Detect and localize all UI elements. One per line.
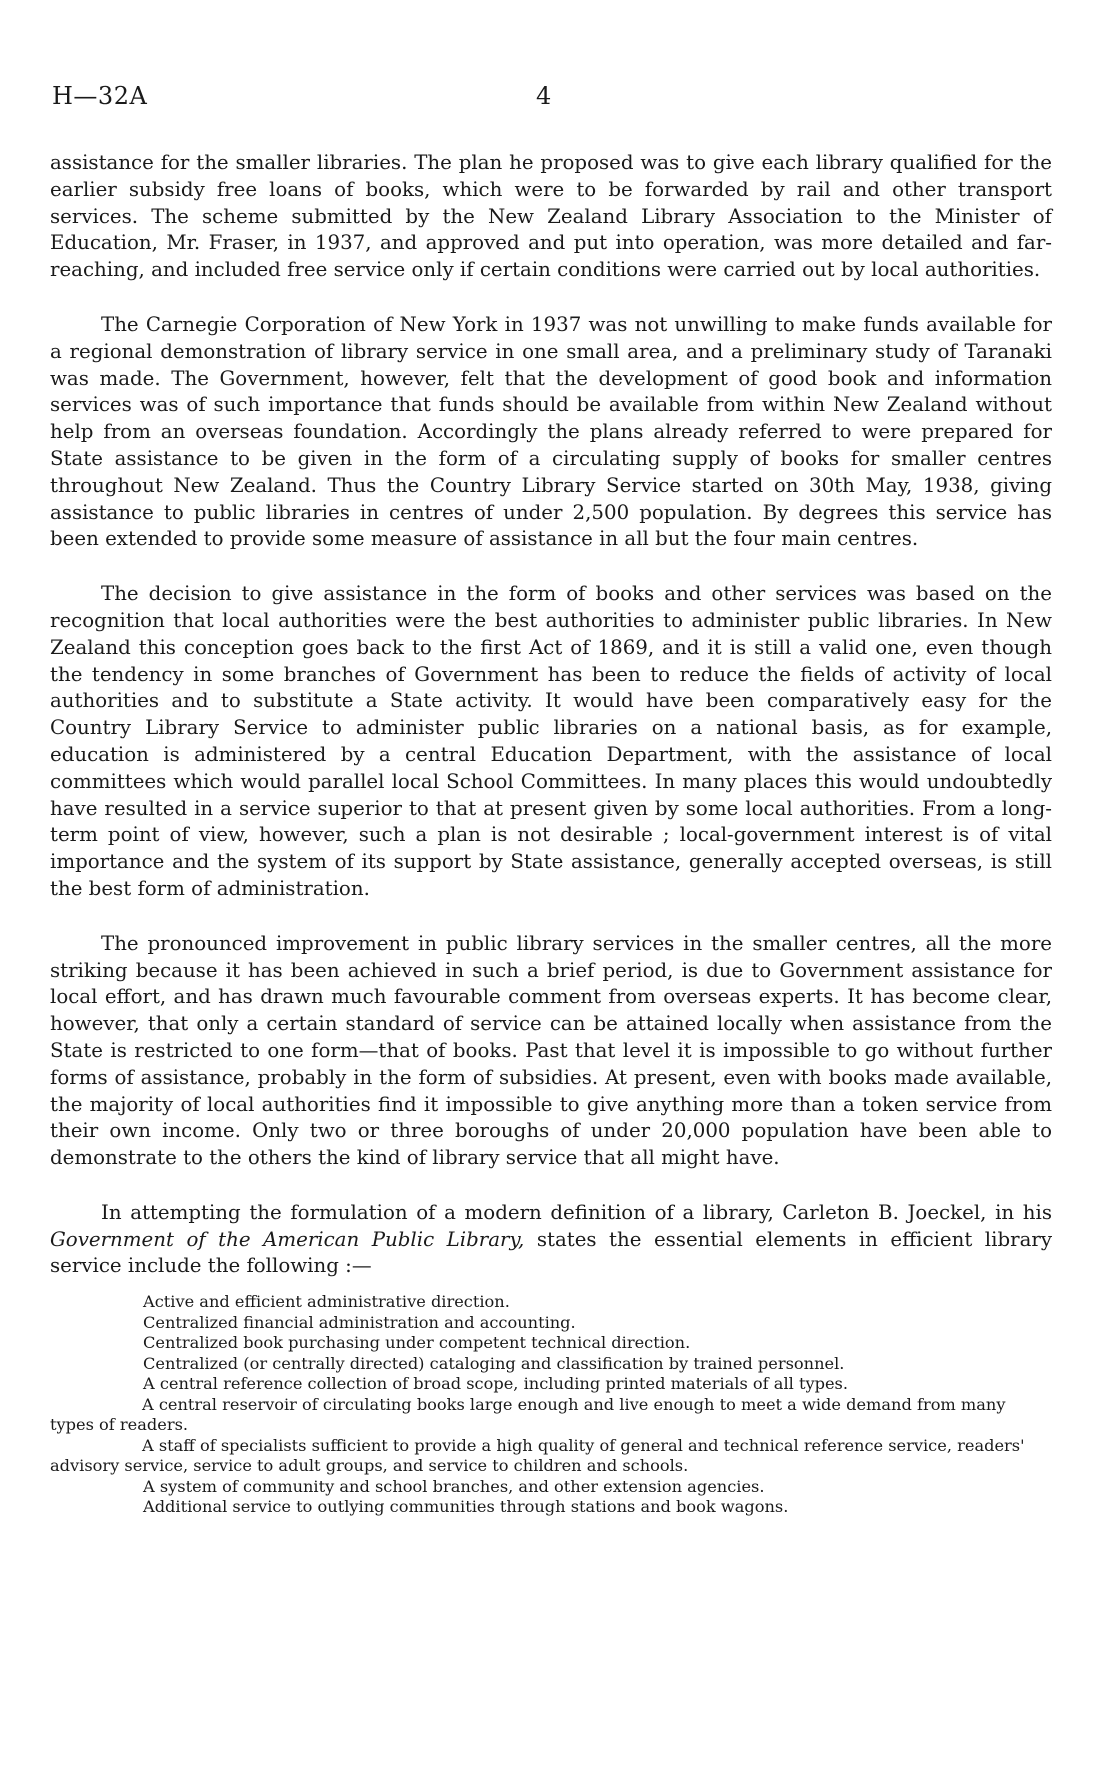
definition-text-start: In attempting the formulation of a modern definition of a library, Carleton B. Joeckel, in his [101, 1200, 1052, 1224]
page-header [52, 82, 1052, 116]
list-item: Active and efficient administrative direction. [143, 1292, 510, 1312]
essential-elements-list [50, 1292, 1052, 1518]
book-title: Government of the American Public Library, [50, 1227, 525, 1251]
list-item: A central reference collection of broad scope, including printed materials of all types. [143, 1374, 848, 1394]
paragraph-definition [50, 1200, 1052, 1280]
list-item: Centralized financial administration and accounting. [143, 1312, 576, 1332]
paragraph-carnegie: The Carnegie Corporation of New York in 1937 was not unwilling to make funds available for a regional demonstration of library service in one small area, and a preliminary study of Taranaki was made. The Government, however, felt that the development of good book and information services was of such importance that funds should be available from within New Zealand without help from an overseas foundation. Accordingly the plans already referred to were prepared for State assistance to be given in the form of a circulating supply of books for smaller centres throughout New Zealand. Thus the Country Library Service started on 30th May, 1938, giving assistance to public libraries in centres of under 2,500 population. By degrees this service has been extended to provide some measure of assistance in all but the four main centres. [50, 312, 1052, 551]
document-code: H—32A [52, 82, 148, 110]
list-item: A system of community and school branches, and other extension agencies. [143, 1476, 765, 1496]
list-item: Additional service to outlying communities through stations and book wagons. [143, 1497, 789, 1517]
paragraph-improvement: The pronounced improvement in public library services in the smaller centres, all the more striking because it has been achieved in such a brief period, is due to Government assistance for local effort, and has drawn much favourable comment from overseas experts. It has become clear, however, that only a certain standard of service can be attained locally when assistance from the State is restricted to one form—that of books. Past that level it is impossible to go without further forms of assistance, probably in the form of subsidies. At present, even with books made available, the majority of local authorities find it impossible to give anything more than a token service from their own income. Only two or three boroughs of under 20,000 population have been able to demonstrate to the others the kind of library service that all might have. [50, 931, 1052, 1170]
list-item: A staff of specialists sufficient to provide a high quality of general and technical reference service, readers' advisory service, service to adult groups, and service to children and schools. [50, 1435, 1025, 1476]
body-text [50, 150, 1052, 1518]
list-item: Centralized book purchasing under competent technical direction. [143, 1333, 691, 1353]
list-item: Centralized (or centrally directed) cataloging and classification by trained personnel. [143, 1353, 845, 1373]
paragraph-decision: The decision to give assistance in the form of books and other services was based on the recognition that local authorities were the best authorities to administer public libraries. In New Zealand this conception goes back to the first Act of 1869, and it is still a valid one, even though the tendency in some branches of Government has been to reduce the fields of activity of local authorities and to substitute a State activity. It would have been comparatively easy for the Country Library Service to administer public libraries on a national basis, as for example, education is administered by a central Education Department, with the assistance of local committees which would parallel local School Committees. In many places this would undoubtedly have resulted in a service superior to that at present given by some local authorities. From a long-term point of view, however, such a plan is not desirable ; local-government interest is of vital importance and the system of its support by State assistance, generally accepted overseas, is still the best form of administration. [50, 582, 1052, 900]
definition-text-end: states the essential elements in efficient library service include the following :— [50, 1227, 1052, 1278]
page-number: 4 [536, 82, 552, 110]
paragraph-continuation: assistance for the smaller libraries. The plan he proposed was to give each library qualified for the earlier subsidy free loans of books, which were to be forwarded by rail and other transport services. The scheme submitted by the New Zealand Library Association to the Minister of Education, Mr. Fraser, in 1937, and approved and put into operation, was more detailed and far-reaching, and included free service only if certain conditions were carried out by local authorities. [50, 151, 1052, 282]
list-item: A central reservoir of circulating books large enough and live enough to meet a wide demand from many types of readers. [50, 1394, 1006, 1435]
